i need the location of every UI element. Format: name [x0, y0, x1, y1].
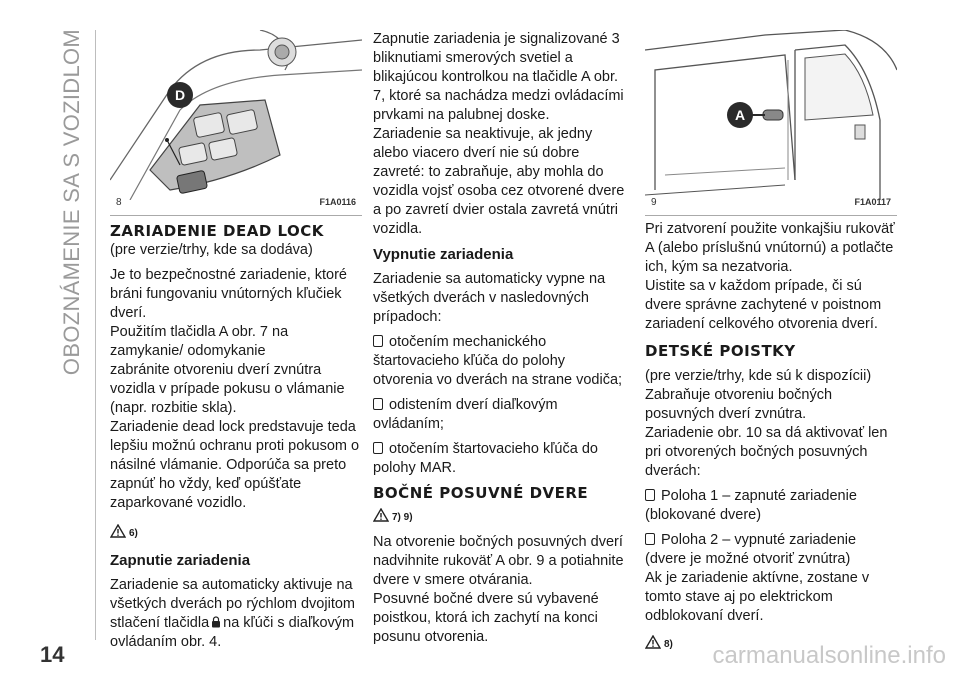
- note-number: 8): [664, 639, 673, 650]
- figure-code: F1A0117: [854, 197, 891, 207]
- paragraph: Je to bezpečnostné zariadenie, ktoré bráni fungovaniu vnútorných kľučiek dverí.: [110, 267, 347, 321]
- paragraph: Zariadenie sa automaticky vypne na všetkých dverách v nasledovných prípadoch:: [373, 271, 606, 325]
- bullet-icon: [645, 533, 655, 545]
- chapter-side-title: OBOZNÁMENIE SA S VOZIDLOM: [59, 28, 84, 376]
- dead-lock-subtitle: (pre verzie/trhy, kde sa dodáva): [110, 242, 313, 258]
- lock-icon: [211, 615, 221, 627]
- heading-sliding-doors: BOČNÉ POSUVNÉ DVERE: [373, 484, 589, 502]
- label-d-marker: [165, 80, 195, 110]
- note-number: 6): [129, 528, 138, 539]
- column-2: [373, 30, 625, 647]
- figure-code: F1A0116: [319, 197, 356, 207]
- bullet-icon: [373, 442, 383, 454]
- note-numbers: 7) 9): [392, 512, 413, 523]
- watermark: carmanualsonline.info: [712, 642, 946, 669]
- bullet-item: odistením dverí diaľkovým ovládaním;: [373, 397, 558, 432]
- bullet-icon: [373, 398, 383, 410]
- heading-child-locks: DETSKÉ POISTKY: [645, 342, 796, 360]
- paragraph: Ak je zariadenie aktívne, zostane v tomto stave aj po elektrickom odblokovaní dverí.: [645, 570, 870, 624]
- bullet-item: otočením štartovacieho kľúča do polohy MAR.: [373, 441, 598, 476]
- bullet-item: Poloha 1 – zapnuté zariadenie (blokované dvere): [645, 488, 857, 523]
- subheading-deactivation: Vypnutie zariadenia: [373, 246, 514, 263]
- margin-rule: [95, 30, 96, 640]
- paragraph: Pri zatvorení použite vonkajšiu rukoväť A (alebo príslušnú vnútornú) a potlačte ich, kým sa nezatvoria.: [645, 221, 895, 275]
- warning-reference: [110, 523, 362, 543]
- column-3: [645, 30, 897, 654]
- bullet-icon: [373, 335, 383, 347]
- figure-number: 9: [651, 197, 657, 208]
- paragraph: Zariadenie dead lock predstavuje teda lepšiu možnú ochranu proti pokusom o násilné vlámanie. Odporúča sa preto zapnúť ho vždy, keď opúšťate zaparkované vozidlo.: [110, 419, 360, 511]
- paragraph: Zabraňuje otvoreniu bočných posuvných dverí zvnútra.: [645, 387, 833, 422]
- bullet-item: Poloha 2 – vypnuté zariadenie (dvere je možné otvoriť zvnútra): [645, 532, 857, 567]
- heading-dead-lock: ZARIADENIE DEAD LOCK: [110, 222, 324, 240]
- label-a-text: A: [734, 107, 746, 123]
- paragraph: Zariadenie sa automaticky aktivuje na všetkých dverách po rýchlom dvojitom stlačení tlačidla na kľúči s diaľkovým ovládaním obr. 4.: [110, 577, 355, 650]
- label-a-marker: [725, 100, 765, 130]
- paragraph: zabránite otvoreniu dverí zvnútra vozidla v prípade pokusu o vlámanie (napr. rozbitie skla).: [110, 362, 345, 416]
- figure-8: [110, 30, 362, 216]
- paragraph: Posuvné bočné dvere sú vybavené poistkou, ktorá ich zachytí na konci posunu otvorenia.: [373, 591, 599, 645]
- figure-9: [645, 30, 897, 216]
- subheading-activation: Zapnutie zariadenia: [110, 552, 251, 569]
- paragraph: Použitím tlačidla A obr. 7 na zamykanie/ odomykanie: [110, 324, 289, 359]
- label-d-text: D: [174, 87, 186, 103]
- bullet-icon: [645, 489, 655, 501]
- paragraph: Zariadenie sa neaktivuje, ak jedny alebo viacero dverí nie sú dobre zavreté: to zabraňuje, aby mohla do vozidla vojsť osoba cez otvorené dvere a po zavretí dvier ostala zavretá vnútri vozidla.: [373, 126, 625, 237]
- warning-icon: [645, 635, 661, 649]
- paragraph: Na otvorenie bočných posuvných dverí nadvihnite rukoväť A obr. 9 a potiahnite dvere v smere otvárania.: [373, 534, 624, 588]
- bullet-item: otočením mechanického štartovacieho kľúča do polohy otvorenia vo dverách na strane vodiča;: [373, 334, 623, 388]
- page-number: 14: [40, 642, 65, 667]
- paragraph: Zariadenie obr. 10 sa dá aktivovať len pri otvorených bočných posuvných dverách:: [645, 425, 888, 479]
- warning-icon: [110, 524, 126, 538]
- warning-icon: [373, 508, 389, 522]
- warning-reference: [373, 507, 625, 527]
- door-switch-illustration: [110, 30, 362, 200]
- column-1: [110, 30, 362, 652]
- child-locks-subtitle: (pre verzie/trhy, kde sú k dispozícii): [645, 368, 872, 384]
- van-side-illustration: [645, 30, 897, 200]
- figure-number: 8: [116, 197, 122, 208]
- paragraph: Uistite sa v každom prípade, či sú dvere správne zachytené v poistnom zariadení celkového otvorenia dverí.: [645, 278, 882, 332]
- paragraph: Zapnutie zariadenia je signalizované 3 bliknutiami smerových svetiel a blikajúcou kontrolkou na tlačidle A obr. 7, ktoré sa nachádza medzi ovládacími prvkami na palubnej doske.: [373, 31, 624, 123]
